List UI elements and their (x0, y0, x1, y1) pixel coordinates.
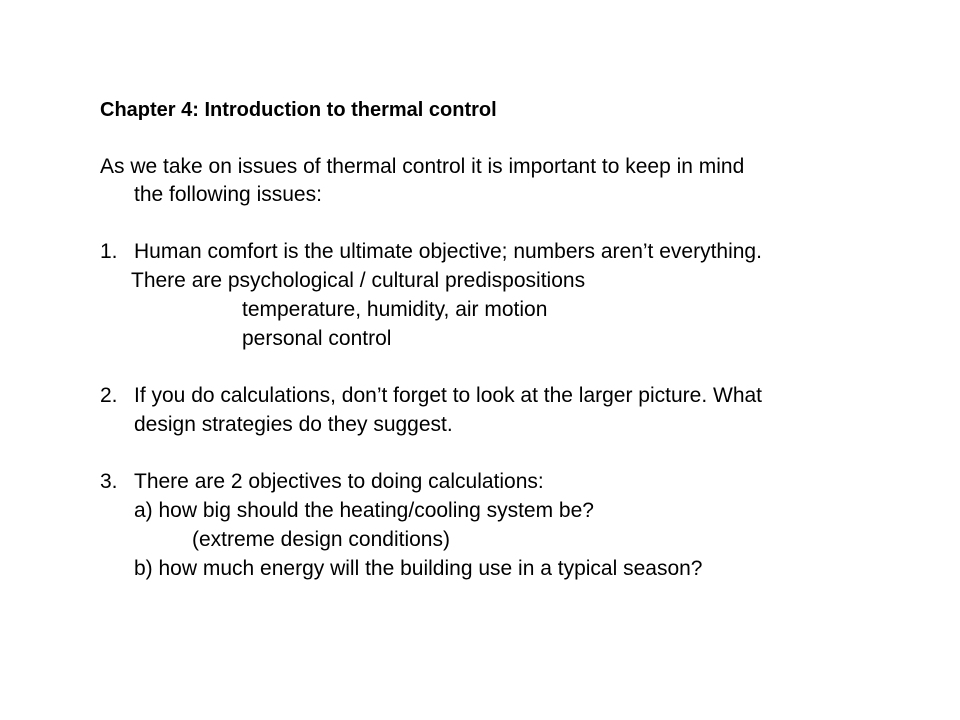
intro-line-2: the following issues: (134, 183, 322, 206)
item-3-number: 3. (100, 470, 118, 493)
item-1-number: 1. (100, 240, 118, 263)
page-title: Chapter 4: Introduction to thermal control (100, 99, 497, 121)
item-2-text-2: design strategies do they suggest. (134, 413, 453, 436)
item-2-text-1: If you do calculations, don’t forget to look at the larger picture. What (134, 384, 763, 407)
item-3-sub-a: a) how big should the heating/cooling system be? (134, 499, 594, 522)
item-1-text: Human comfort is the ultimate objective; numbers aren’t everything. (134, 240, 762, 263)
item-3-text: There are 2 objectives to doing calculations: (134, 470, 544, 493)
item-1-sub-1: There are psychological / cultural predispositions (131, 269, 586, 292)
item-1-sub-2: temperature, humidity, air motion (242, 298, 548, 321)
item-1-sub-3: personal control (242, 327, 392, 350)
item-3-sub-b: b) how much energy will the building use in a typical season? (134, 557, 703, 580)
intro-line-1: As we take on issues of thermal control it is important to keep in mind (100, 155, 745, 178)
item-2-number: 2. (100, 384, 118, 407)
item-3-sub-a-note: (extreme design conditions) (192, 528, 450, 551)
